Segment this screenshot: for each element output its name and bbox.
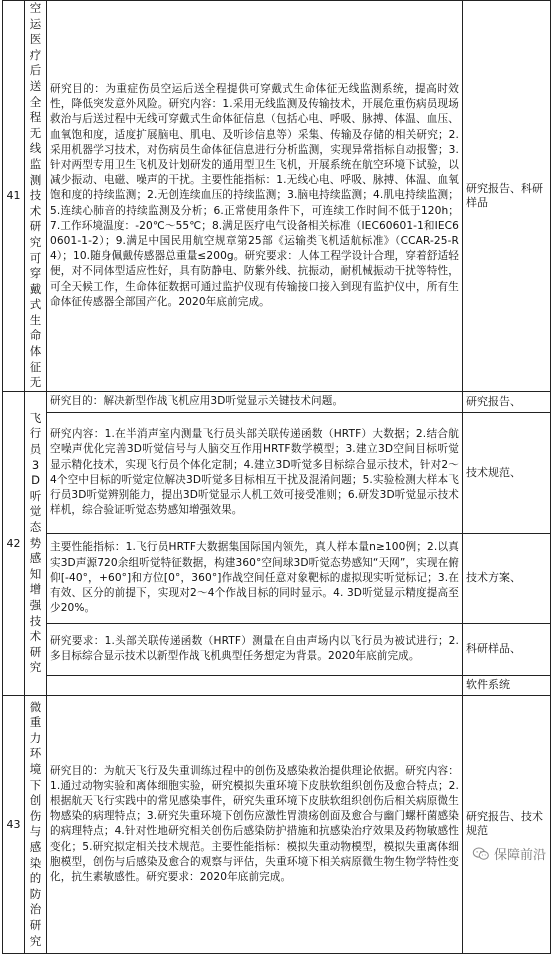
deliverables: 研究报告、科研样品 [463, 1, 551, 392]
deliverables: 研究报告、 [463, 391, 551, 412]
project-title: 空运医疗后送全程无线监测技术研究可穿戴式生命体征无 [25, 1, 47, 392]
deliverables: 软件系统 [463, 675, 551, 695]
deliverables: 科研样品、 [463, 623, 551, 675]
project-title: 微重力环境下创伤与感染的防治研究 [25, 695, 47, 953]
deliverables: 技术方案、 [463, 533, 551, 623]
watermark [472, 844, 546, 863]
deliverables: 技术规范、 [463, 412, 551, 533]
table-row [3, 533, 551, 623]
requirements-table [2, 0, 551, 954]
deliverables: 研究报告、技术规范 [463, 695, 551, 953]
table-row [3, 623, 551, 675]
project-content-metrics: 主要性能指标：1.飞行员HRTF大数据集国际国内领先，真人样本量n≥100例；2.以真实3D声源720余组听觉特征数据，构建360°空间球3D听觉态势感知“天网”，实现在俯仰[-40°，+60°]和方位[0°，360°]作战空间任意对象靶标的虚拟现实听觉标记；3.在有效、区分的前提下，实现对2～4个作战目标的同时显示。4. 3D听觉显示精度提高至少20%。 [47, 533, 463, 623]
project-content-research: 研究内容：1.在半消声室内测量飞行员头部关联传递函数（HRTF）大数据；2.结合航空噪声优化完善3D听觉信号与人脑交互作用HRTF数学模型；3.建立3D空间目标听觉显示精化技术，实现飞行员个体化定制；4.建立3D听觉多目标综合显示技术，针对2～4个空中目标的听觉定位解决3D听觉多目标相互干扰及混淆问题；5.实验检测大样本飞行员3D听觉辨别能力，提出3D听觉显示人机工效可接受准则；6.研发3D听觉显示技术样机，综合验证听觉态势感知增强效果。 [47, 412, 463, 533]
project-content: 研究目的：为航天飞行及失重训练过程中的创伤及感染救治提供理论依据。研究内容：1.通过动物实验和离体细胞实验，研究模拟失重环境下皮肤软组织创伤及愈合特点；2.根据航天飞行实践中的常见感染事件，研究失重环境下皮肤软组织创伤后相关病原微生物感染的病理特点；3.研究失重环境下创伤应激性胃溃疡创面及愈合与幽门螺杆菌感染的病理特点；4.针对性地研究相关创伤后感染防护措施和抗感染治疗效果及药物敏感性变化；5.研究拟定相关技术规范。主要性能指标：模拟失重动物模型，模拟失重离体细胞模型，创伤与后感染及愈合的观察与评估，失重环境下相关病原微生物生物学特性变化，抗生素敏感性。研究要求：2020年底前完成。 [47, 695, 463, 953]
watermark-text: 保障前沿 [493, 848, 546, 863]
table-row [3, 412, 551, 533]
table-row [3, 391, 551, 412]
project-content-requirements: 研究要求：1.头部关联传递函数（HRTF）测量在自由声场内以飞行员为被试进行；2.多目标综合显示技术以新型作战飞机典型任务想定为背景。2020年底前完成。 [47, 623, 463, 675]
row-number: 42 [3, 391, 25, 695]
table-row [3, 675, 551, 695]
project-content: 研究目的：为重症伤员空运后送全程提供可穿戴式生命体征无线监测系统，提高时效性，降低突发意外风险。研究内容：1.采用无线监测及传输技术，开展危重伤病员现场救治与后送过程中无线可穿戴式生命体征信息（包括心电、呼吸、脉搏、体温、血压、血氧饱和度，适度扩展脑电、肌电、及听诊信息等）采集、传输及存储的相关研究；2.采用机器学习技术，对伤病员生命体征信息进行分析监测，实现异常指标自动报警；3.针对两型专用卫生飞机及计划研发的通用型卫生飞机，开展系统在航空环境下试验，以减少振动、电磁、噪声的干扰。主要性能指标：1.无线心电、呼吸、脉搏、体温、血氧饱和度的持续监测；2.无创连续血压的持续监测；3.脑电持续监测；4.肌电持续监测；5.连续心肺音的持续监测及分析；6.正常使用条件下，可连续工作时间不低于120h；7.工作环境温度：-20℃～55℃；8.满足医疗电气设备相关标准（IEC60601-1和IEC60601-1-2）；9.满足中国民用航空规章第25部《运输类飞机适航标准》（CCAR-25-R4）；10.随身佩戴传感器总重量≤200g。研究要求：人体工程学设计合理，穿着舒适轻便，对不同体型适应性好，具有防静电、防紫外线、抗振动，耐机械振动干扰等特性，可全天候工作，生命体征数据可通过监护仪现有传输接口接入到现有监护仪中，所有生命体征传感器全部国产化。2020年底前完成。 [47, 1, 463, 392]
table-row [3, 1, 551, 392]
table-row [3, 695, 551, 953]
row-number: 41 [3, 1, 25, 392]
project-title: 飞行员3D听觉态势感知增强技术研究 [25, 391, 47, 695]
project-content-empty [47, 675, 463, 695]
project-content-purpose: 研究目的：解决新型作战飞机应用3D听觉显示关键技术问题。 [47, 391, 463, 412]
wechat-icon [472, 847, 490, 861]
row-number: 43 [3, 695, 25, 953]
